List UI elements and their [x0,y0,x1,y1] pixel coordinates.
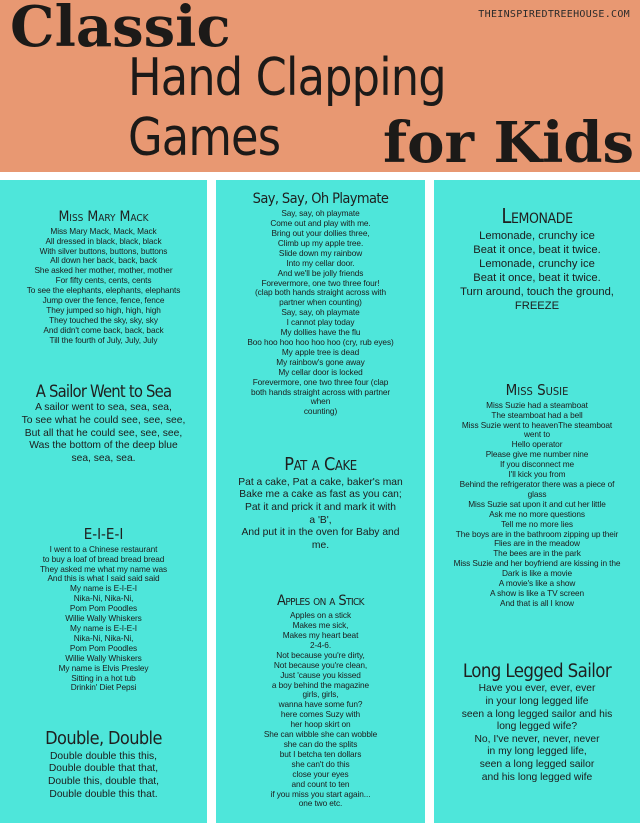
song-line: in my long legged life, [487,746,587,758]
song-line: Lemonade, crunchy ice [479,230,595,242]
song-line: me. [311,539,330,551]
song-line: They touched the sky, sky, sky [49,314,158,325]
song-line: she can't do this [291,758,350,769]
song-line: A sailor went to sea, sea, sea, [35,402,172,414]
song-line: I went to a Chinese restaurant [49,543,158,554]
song-line: Apples on a stick [289,610,352,621]
song-line: Dark is like a movie [502,568,572,579]
song-line: Come out and play with me. [270,218,371,229]
song-line: Willie Wally Whiskers [65,652,142,663]
song-line: Boo hoo hoo hoo hoo hoo (cry, rub eyes) [247,337,394,347]
song-lines [216,209,425,417]
song-lines [0,227,207,346]
song-line: went to [523,429,551,440]
song-line: Makes my heart beat [282,630,359,641]
song-line: to buy a loaf of bread bread bread [42,553,165,564]
song-title: Double, Double [45,728,162,749]
song-line: Pat a cake, Pat a cake, baker's man [238,476,403,488]
song-apples-on-a-stick [216,594,425,809]
song-line: My cellar door is locked [278,366,363,377]
song-line: All down her back, back, back [50,255,157,266]
song-title: Miss Mary Mack [58,209,149,225]
song-line: I'll kick you from [508,469,566,480]
song-line: All dressed in black, black, black [45,235,162,246]
song-line: She asked her mother, mother, mother [34,265,173,276]
song-title: Miss Susie [505,381,569,399]
song-line: If you disconnect me [499,459,575,470]
song-a-sailor-went-to-sea [0,383,207,465]
song-line: Double double this that. [49,788,158,800]
song-line: Beat it once, beat it twice. [473,272,601,285]
song-lines [434,401,640,609]
song-line: if you miss you start again... [270,788,371,799]
song-line: here comes Suzy with [280,709,361,720]
song-line: They jumped so high, high, high [46,304,161,315]
song-say-say-oh-playmate [216,192,425,417]
song-line: To see what he could see, see, see, [21,414,186,426]
song-line: (clap both hands straight across with [255,287,386,298]
song-line: Flies are in the meadow [494,538,580,549]
song-title: Lemonade [501,204,573,228]
song-miss-susie [434,383,640,609]
song-line: Have you ever, ever, ever [478,683,596,695]
song-line: she can do the splits [283,739,358,749]
song-line: in your long legged life [485,696,589,708]
song-line: My name is E-I-E-I [70,583,137,594]
song-line: Nika-Ni, Nika-Ni, [73,593,134,604]
song-line: Miss Suzie and her boyfriend are kissing in the [453,558,621,569]
song-line: Forevermore, one two three four (clap [252,376,389,387]
title-classic: Classic [10,0,231,60]
song-line: Tell me no more lies [501,518,573,529]
song-double-double [0,730,207,801]
song-line: Slide down my rainbow [278,247,363,258]
song-line: Willie Wally Whiskers [65,613,142,624]
song-line: And this is what I said said said [47,573,160,584]
song-lines [0,402,207,465]
song-lines [216,477,425,553]
song-lines [0,751,207,801]
song-line: To see the elephants, elephants, elephants [26,285,181,296]
song-e-i-e-i [0,527,207,693]
song-line: Not because you're dirty, [276,649,365,660]
song-line: Not because you're clean, [273,659,368,670]
song-line: My dollies have the flu [280,327,361,338]
song-line: No, I've never, never, never [474,733,600,745]
song-line: And we'll be jolly friends [277,267,364,278]
song-line: Into my cellar door. [286,257,355,268]
song-line: close your eyes [292,768,349,779]
song-line: sea, sea, sea. [71,452,136,464]
song-line: Climb up my apple tree. [277,237,364,248]
song-line: And that is all I know [500,597,574,608]
song-line: A show is like a TV screen [489,587,585,598]
header-banner [0,0,640,176]
song-title: Long Legged Sailor [462,661,612,682]
song-line: a boy behind the magazine [271,679,370,690]
song-line: and his long legged wife [481,771,593,783]
song-line: both hands straight across with partner [250,386,391,397]
song-line: Please give me number nine [485,449,589,460]
song-line: wanna have some fun? [278,699,363,710]
song-line: Bring out your dollies three, [271,228,370,239]
song-line: and count to ten [291,778,350,789]
song-line: Makes me sick, [292,620,349,631]
song-line: She can wibble she can wobble [263,729,378,740]
song-title: E-I-E-I [83,525,124,543]
song-line: Miss Suzie went to heavenThe steamboat [461,419,613,430]
song-line: Miss Suzie sat upon it and cut her little [468,498,606,509]
title-hand-clapping-games: Hand Clapping Games [128,48,446,168]
song-line: Just 'cause you kissed [280,669,361,680]
song-line: her hoop skirt on [290,719,351,730]
song-line: seen a long legged sailor and his [461,708,613,720]
song-line: Till the fourth of July, July, July [49,334,158,345]
song-line: Double double this this, [49,750,158,762]
song-line: Jump over the fence, fence, fence [42,295,165,306]
song-line: Pom Pom Poodles [69,603,138,614]
song-line: Turn around, touch the ground, [460,286,614,299]
song-lines [434,683,640,784]
song-long-legged-sailor [434,662,640,784]
song-title: Apples on a Stick [277,593,364,609]
song-lines [216,611,425,809]
song-line: when [310,396,331,407]
song-line: Double this, double that, [47,776,160,788]
column-left [0,180,207,823]
column-middle [216,180,425,823]
song-line: Pat it and prick it and mark it with [244,502,397,514]
song-line: Drinkin' Diet Pepsi [70,682,137,693]
song-line: The steamboat had a bell [491,409,583,420]
song-line: Behind the refrigerator there was a piece of [459,479,615,489]
song-miss-mary-mack [0,210,207,346]
song-line: Lemonade, crunchy ice [479,258,595,271]
song-line: Forevermore, one two three four! [261,277,380,288]
song-line: And didn't come back, back, back [43,324,164,335]
song-line: They asked me what my name was [39,563,168,574]
song-title: A Sailor Went to Sea [35,382,172,401]
column-right [434,180,640,823]
song-line: one two etc. [298,798,343,809]
song-line: FREEZE [514,300,560,313]
song-title: Pat a Cake [284,454,357,475]
title-for-kids: for Kids [383,110,635,176]
song-line: girls, girls, [302,689,339,700]
site-url[interactable]: THEINSPIREDTREEHOUSE.COM [478,9,630,20]
song-line: Miss Suzie had a steamboat [486,399,588,410]
song-line: seen a long legged sailor [479,758,595,770]
song-line: Beat it once, beat it twice. [473,244,601,257]
song-line: My name is Elvis Presley [58,662,149,673]
song-line: But all that he could see, see, see, [24,427,183,439]
song-line: Say, say, oh playmate [281,208,360,219]
song-line: Bake me a cake as fast as you can; [239,489,402,501]
song-line: I cannot play today [286,317,355,328]
song-lines [0,545,207,694]
song-line: partner when counting) [279,297,362,308]
song-line: The boys are in the bathroom zipping up their [455,528,619,539]
song-line: The bees are in the park [493,548,581,559]
song-line: a 'B', [309,514,332,526]
song-line: Miss Mary Mack, Mack, Mack [50,225,157,236]
song-line: Hello operator [511,439,563,450]
song-line: but I betcha ten dollars [279,748,362,759]
song-line: For fifty cents, cents, cents [55,275,152,286]
song-line: My rainbow's gone away [276,356,365,367]
song-lemonade [434,206,640,314]
song-line: Sitting in a hot tub [71,672,136,683]
song-line: long legged wife? [496,721,578,733]
song-title: Say, Say, Oh Playmate [252,191,389,207]
song-line: glass [527,488,547,499]
song-line: Double double that that, [48,763,159,775]
song-line: My apple tree is dead [281,346,360,357]
song-line: My name is E-I-E-I [70,623,137,633]
song-line: Was the bottom of the deep blue [29,440,178,452]
song-lines [434,229,640,314]
song-line: Say, say, oh playmate [281,307,360,318]
song-line: With silver buttons, buttons, buttons [39,245,168,256]
song-pat-a-cake [216,456,425,552]
song-line: Pom Pom Poodles [69,642,138,653]
song-line: counting) [303,406,338,417]
song-line: Ask me no more questions [489,508,585,519]
song-line: 2-4-6. [309,639,332,650]
song-line: A movie's like a show [498,578,576,589]
song-line: And put it in the oven for Baby and [241,527,400,539]
song-line: Nika-Ni, Nika-Ni, [73,632,134,643]
